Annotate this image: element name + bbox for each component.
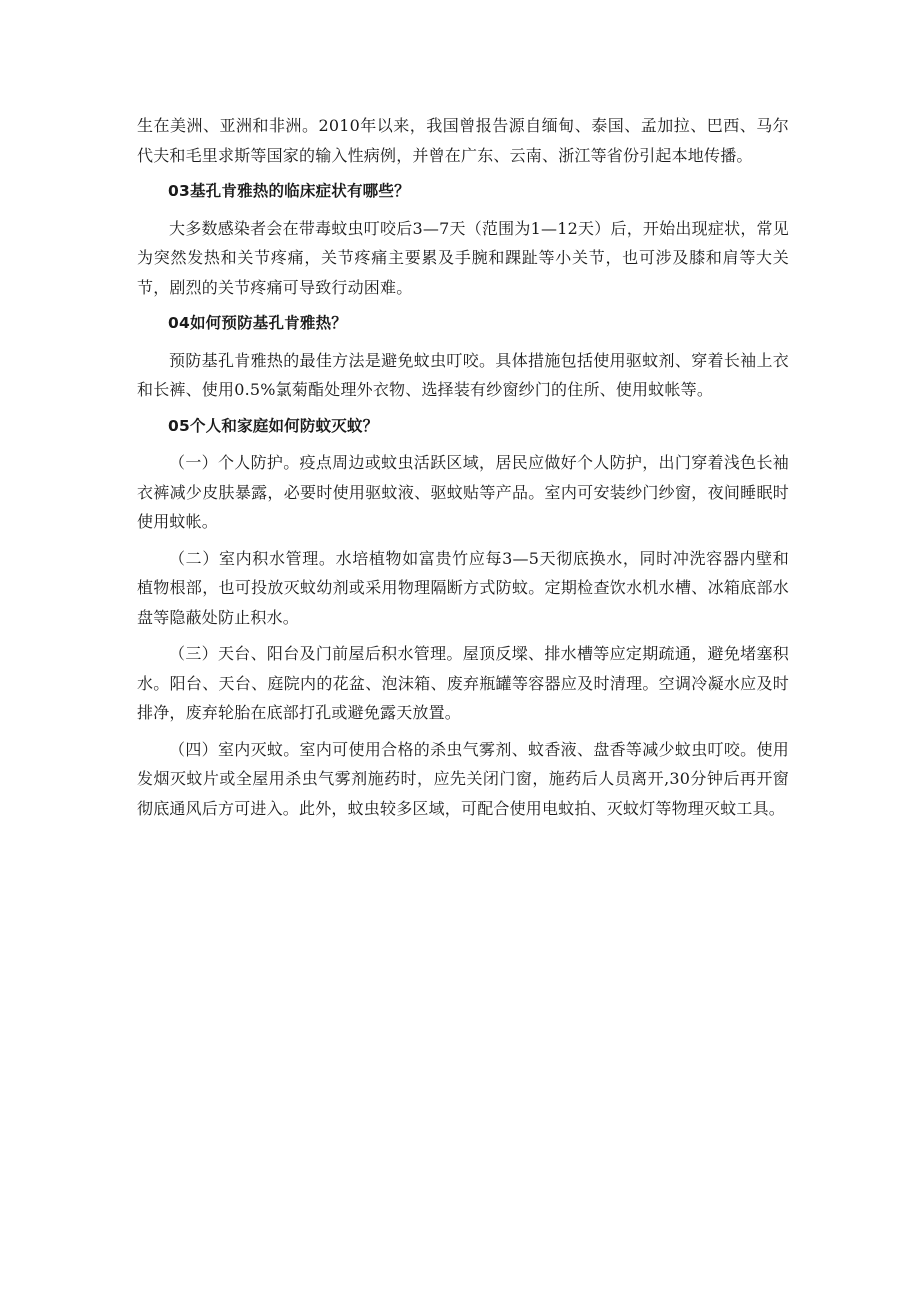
heading-clinical-symptoms: 03基孔肯雅热的临床症状有哪些？ [168,182,410,200]
paragraph-distribution: 生在美洲、亚洲和非洲。2010年以来，我国曾报告源自缅甸、泰国、孟加拉、巴西、马尔代夫和毛里求斯等国家的输入性病例，并曾在广东、云南、浙江等省份引起本地传播。 [137,116,789,165]
paragraph-indoor-extermination: （四）室内灭蚊。室内可使用合格的杀虫气雾剂、蚊香液、盘香等减少蚊虫叮咬。使用发烟灭蚊片或全屋用杀虫气雾剂施药时，应先关闭门窗，施药后人员离开,30分钟后再开窗彻底通风后方可进入。此外，蚊虫较多区域，可配合使用电蚊拍、灭蚊灯等物理灭蚊工具。 [137,739,789,818]
heading-mosquito-control: 05个人和家庭如何防蚊灭蚊？ [168,416,379,435]
paragraph-clinical-symptoms: 大多数感染者会在带毒蚊虫叮咬后3—7天（范围为1—12天）后，开始出现症状，常见为突然发热和关节疼痛，关节疼痛主要累及手腕和踝趾等小关节，也可涉及膝和肩等大关节，剧烈的关节疼痛可导致行动困难。 [137,218,789,297]
paragraph-personal-protection: （一）个人防护。疫点周边或蚊虫活跃区域，居民应做好个人防护，出门穿着浅色长袖衣裤减少皮肤暴露，必要时使用驱蚊液、驱蚊贴等产品。室内可安装纱门纱窗，夜间睡眠时使用蚊帐。 [137,453,789,531]
document-body [137,111,789,830]
paragraph-outdoor-water: （三）天台、阳台及门前屋后积水管理。屋顶反墚、排水槽等应定期疏通，避免堵塞积水。阳台、天台、庭院内的花盆、泡沫箱、废弃瓶罐等容器应及时清理。空调冷凝水应及时排净，废弃轮胎在底部打孔或避免露天放置。 [137,644,789,722]
heading-prevention: 04如何预防基孔肯雅热？ [168,314,347,332]
paragraph-prevention: 预防基孔肯雅热的最佳方法是避免蚊虫叮咬。具体措施包括使用驱蚊剂、穿着长袖上衣和长裤、使用0.5%氯菊酯处理外衣物、选择装有纱窗纱门的住所、使用蚊帐等。 [137,350,789,399]
paragraph-indoor-water: （二）室内积水管理。水培植物如富贵竹应每3—5天彻底换水，同时冲洗容器内壁和植物根部，也可投放灭蚊幼剂或采用物理隔断方式防蚊。定期检查饮水机水槽、冰箱底部水盘等隐蔽处防止积水。 [137,548,789,627]
